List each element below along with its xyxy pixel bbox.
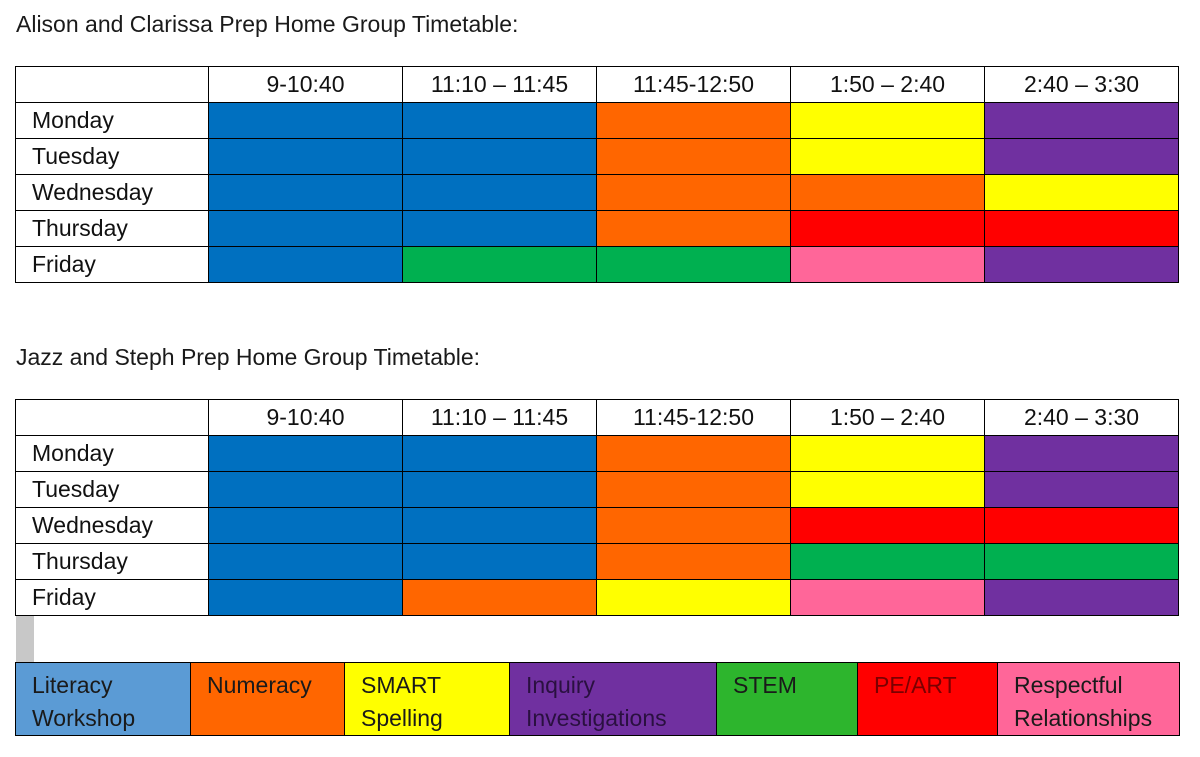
lesson-cell-inquiry (985, 103, 1179, 139)
day-label: Thursday (16, 544, 209, 580)
lesson-cell-pe-art (985, 508, 1179, 544)
lesson-cell-inquiry (985, 139, 1179, 175)
lesson-cell-literacy (209, 472, 403, 508)
lesson-cell-respectful (791, 580, 985, 616)
lesson-cell-numeracy (403, 580, 597, 616)
header-row (16, 67, 1179, 103)
lesson-cell-inquiry (985, 472, 1179, 508)
lesson-cell-literacy (209, 139, 403, 175)
day-row (16, 139, 1179, 175)
lesson-cell-numeracy (791, 175, 985, 211)
lesson-cell-literacy (403, 472, 597, 508)
legend-item-pe-art: PE/ART (858, 663, 998, 736)
legend-item-literacy: Literacy Workshop (16, 663, 191, 736)
day-row (16, 103, 1179, 139)
lesson-cell-stem (791, 544, 985, 580)
day-row (16, 247, 1179, 283)
lesson-cell-pe-art (791, 211, 985, 247)
lesson-cell-numeracy (597, 211, 791, 247)
lesson-cell-literacy (209, 175, 403, 211)
margin-marker (16, 616, 34, 664)
day-label: Thursday (16, 211, 209, 247)
legend-item-respectful: Respectful Relationships (998, 663, 1180, 736)
day-row (16, 436, 1179, 472)
lesson-cell-numeracy (597, 103, 791, 139)
legend-item-stem: STEM (717, 663, 858, 736)
day-row (16, 544, 1179, 580)
lesson-cell-smart (791, 139, 985, 175)
time-slot-header: 11:10 – 11:45 (403, 67, 597, 103)
lesson-cell-smart (791, 103, 985, 139)
legend-item-smart: SMART Spelling (345, 663, 510, 736)
day-row (16, 175, 1179, 211)
time-slot-header: 11:45-12:50 (597, 67, 791, 103)
day-row (16, 211, 1179, 247)
lesson-cell-stem (597, 247, 791, 283)
lesson-cell-inquiry (985, 436, 1179, 472)
timetable-grid (15, 66, 1179, 283)
time-slot-header: 2:40 – 3:30 (985, 67, 1179, 103)
time-slot-header: 1:50 – 2:40 (791, 400, 985, 436)
day-label: Tuesday (16, 139, 209, 175)
lesson-cell-numeracy (597, 175, 791, 211)
lesson-cell-inquiry (985, 247, 1179, 283)
lesson-cell-literacy (209, 580, 403, 616)
lesson-cell-pe-art (791, 508, 985, 544)
day-label: Wednesday (16, 508, 209, 544)
lesson-cell-numeracy (597, 544, 791, 580)
lesson-cell-literacy (403, 175, 597, 211)
lesson-cell-stem (403, 247, 597, 283)
lesson-cell-literacy (403, 211, 597, 247)
time-slot-header: 2:40 – 3:30 (985, 400, 1179, 436)
time-slot-header: 9-10:40 (209, 400, 403, 436)
timetable-title: Jazz and Steph Prep Home Group Timetable: (16, 344, 481, 370)
time-slot-header: 11:10 – 11:45 (403, 400, 597, 436)
day-label: Tuesday (16, 472, 209, 508)
lesson-cell-literacy (209, 544, 403, 580)
lesson-cell-smart (597, 580, 791, 616)
legend-item-numeracy: Numeracy (191, 663, 345, 736)
lesson-cell-literacy (403, 139, 597, 175)
day-row (16, 472, 1179, 508)
lesson-cell-smart (791, 472, 985, 508)
lesson-cell-literacy (209, 247, 403, 283)
day-label: Friday (16, 580, 209, 616)
corner-cell (16, 400, 209, 436)
corner-cell (16, 67, 209, 103)
subject-legend (15, 662, 1180, 736)
lesson-cell-pe-art (985, 211, 1179, 247)
lesson-cell-literacy (403, 103, 597, 139)
lesson-cell-smart (791, 436, 985, 472)
lesson-cell-literacy (403, 436, 597, 472)
legend-item-inquiry: Inquiry Investigations (510, 663, 717, 736)
day-row (16, 580, 1179, 616)
lesson-cell-literacy (403, 544, 597, 580)
legend-row (16, 663, 1180, 736)
day-label: Wednesday (16, 175, 209, 211)
lesson-cell-numeracy (597, 508, 791, 544)
lesson-cell-literacy (209, 211, 403, 247)
lesson-cell-literacy (209, 103, 403, 139)
lesson-cell-numeracy (597, 139, 791, 175)
lesson-cell-numeracy (597, 436, 791, 472)
lesson-cell-smart (985, 175, 1179, 211)
time-slot-header: 1:50 – 2:40 (791, 67, 985, 103)
day-row (16, 508, 1179, 544)
header-row (16, 400, 1179, 436)
lesson-cell-literacy (403, 508, 597, 544)
day-label: Monday (16, 103, 209, 139)
lesson-cell-literacy (209, 508, 403, 544)
lesson-cell-stem (985, 544, 1179, 580)
lesson-cell-literacy (209, 436, 403, 472)
time-slot-header: 11:45-12:50 (597, 400, 791, 436)
lesson-cell-numeracy (597, 472, 791, 508)
lesson-cell-inquiry (985, 580, 1179, 616)
day-label: Monday (16, 436, 209, 472)
time-slot-header: 9-10:40 (209, 67, 403, 103)
lesson-cell-respectful (791, 247, 985, 283)
timetable-title: Alison and Clarissa Prep Home Group Timetable: (16, 11, 519, 37)
day-label: Friday (16, 247, 209, 283)
timetable-grid (15, 399, 1179, 616)
